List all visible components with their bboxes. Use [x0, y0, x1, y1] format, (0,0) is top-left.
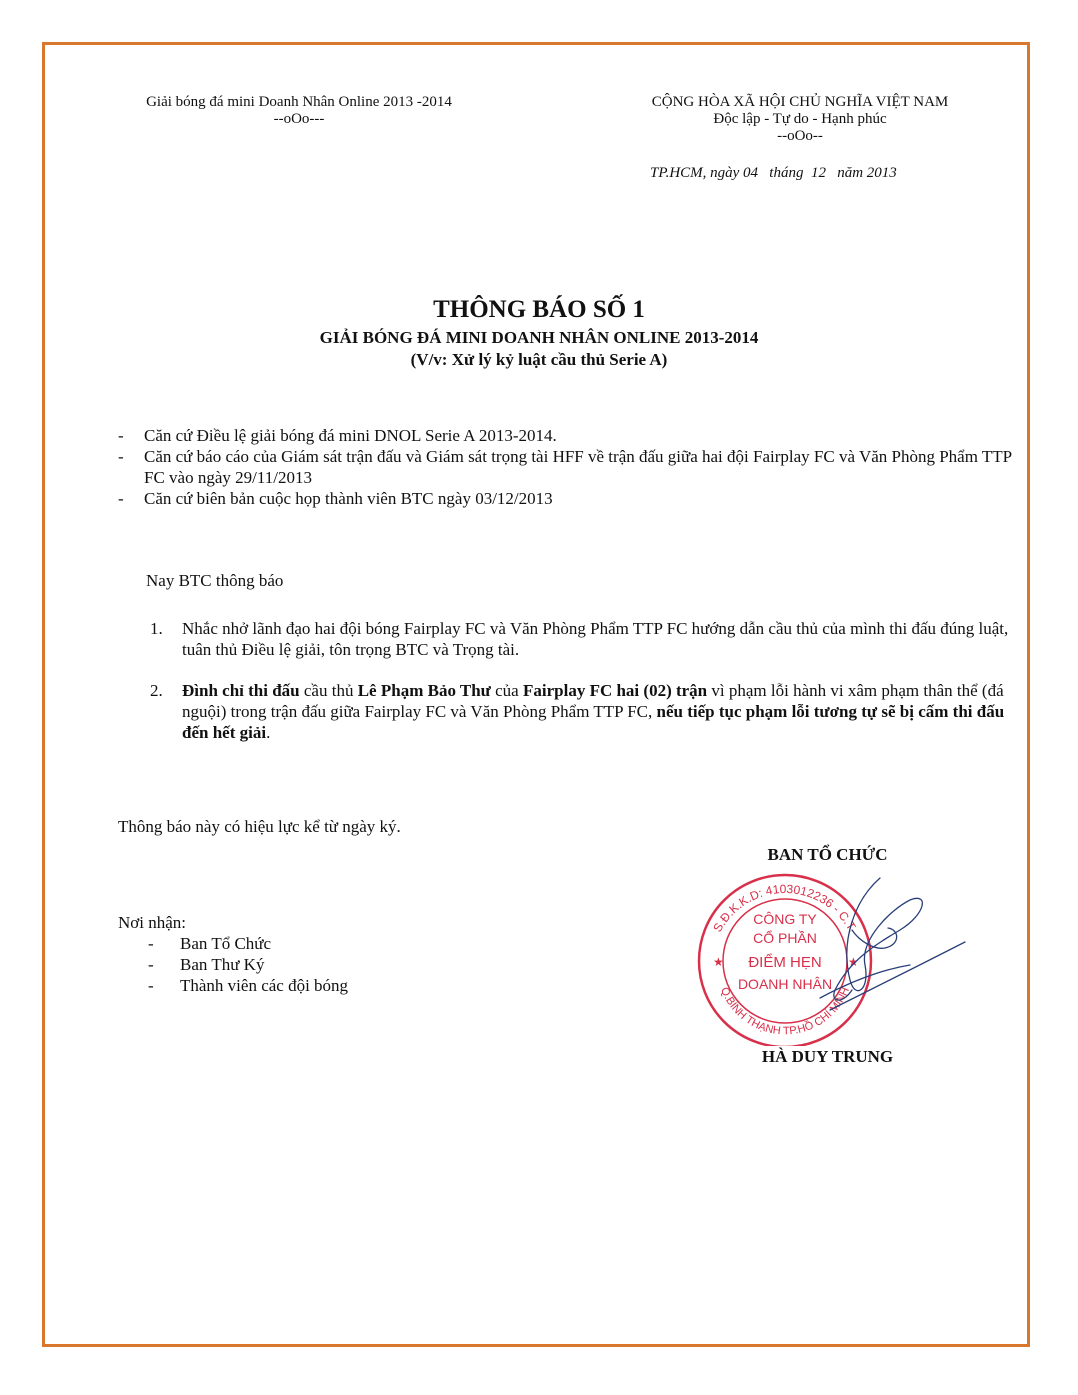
header-left-divider: --oOo---	[273, 111, 325, 127]
header-right-divider: --oOo--	[777, 128, 823, 144]
national-motto: Độc lập - Tự do - Hạnh phúc	[713, 111, 887, 127]
decision-list	[150, 618, 1018, 743]
organizer-label: BAN TỔ CHỨC	[767, 845, 888, 864]
legal-basis-item: - Căn cứ Điều lệ giải bóng đá mini DNOL Serie A 2013-2014.	[118, 426, 557, 445]
signer-name: HÀ DUY TRUNG	[761, 1047, 894, 1066]
legal-basis-item: - Căn cứ biên bản cuộc họp thành viên BTC ngày 03/12/2013	[118, 489, 553, 508]
legal-basis-item: - Căn cứ báo cáo của Giám sát trận đấu và Giám sát trọng tài HFF về trận đấu giữa hai đội Fairplay FC và Văn Phòng Phẩm TTP FC vào ngày 29/11/2013	[118, 447, 1012, 487]
seal-line-1: CÔNG TY	[753, 911, 817, 927]
seal-ring-top: S.Đ.K.K.D: 4103012236 - C.T.	[710, 881, 860, 935]
decision-item-2: 2. Đình chỉ thi đấu cầu thủ Lê Phạm Bảo Thư của Fairplay FC hai (02) trận vì phạm lỗi hành vi xâm phạm thân thể (đá nguội) trong trận đấu giữa Fairplay FC và Văn Phòng Phẩm TTP FC, nếu tiếp tục phạm lỗi tương tự sẽ bị cấm thi đấu đến hết giải.	[150, 681, 1005, 742]
recipients-block	[118, 912, 348, 996]
seal-line-2: CỔ PHẦN	[753, 930, 817, 946]
league-name: Giải bóng đá mini Doanh Nhân Online 2013 -2014	[146, 94, 452, 110]
seal-line-4: DOANH NHÂN	[737, 976, 833, 992]
document-subtitle: GIẢI BÓNG ĐÁ MINI DOANH NHÂN ONLINE 2013-2014	[319, 328, 759, 347]
seal-ring-bottom: Q.BÌNH THẠNH TP.HỒ CHÍ MINH	[718, 985, 852, 1038]
national-title: CỘNG HÒA XÃ HỘI CHỦ NGHĨA VIỆT NAM	[651, 94, 949, 110]
recipient-item: - Ban Tổ Chức	[148, 934, 272, 953]
seal-line-3: ĐIỂM HẸN	[748, 954, 822, 971]
decision-item-1: 1. Nhắc nhở lãnh đạo hai đội bóng Fairplay FC và Văn Phòng Phẩm TTP FC hướng dẫn cầu thủ của mình thi đấu đúng luật, tuân thủ Điều lệ giải, tôn trọng BTC và Trọng tài.	[150, 619, 1009, 659]
recipient-item: - Ban Thư Ký	[148, 955, 265, 974]
effective-statement: Thông báo này có hiệu lực kể từ ngày ký.	[118, 817, 401, 836]
header-left	[118, 94, 480, 128]
document-subject: (V/v: Xử lý kỷ luật cầu thủ Serie A)	[410, 350, 668, 369]
recipients-label: Nơi nhận:	[118, 913, 187, 932]
handwritten-signature	[760, 870, 970, 1020]
announce-intro: Nay BTC thông báo	[146, 571, 284, 590]
seal-star-left: ★	[713, 955, 724, 969]
recipient-item: - Thành viên các đội bóng	[148, 976, 349, 995]
header-right	[600, 94, 1000, 145]
document-date: TP.HCM, ngày 04 tháng 12 năm 2013	[650, 165, 897, 181]
seal-star-right: ★	[848, 955, 859, 969]
document-title: THÔNG BÁO SỐ 1	[433, 296, 645, 323]
legal-bases	[118, 425, 1018, 509]
